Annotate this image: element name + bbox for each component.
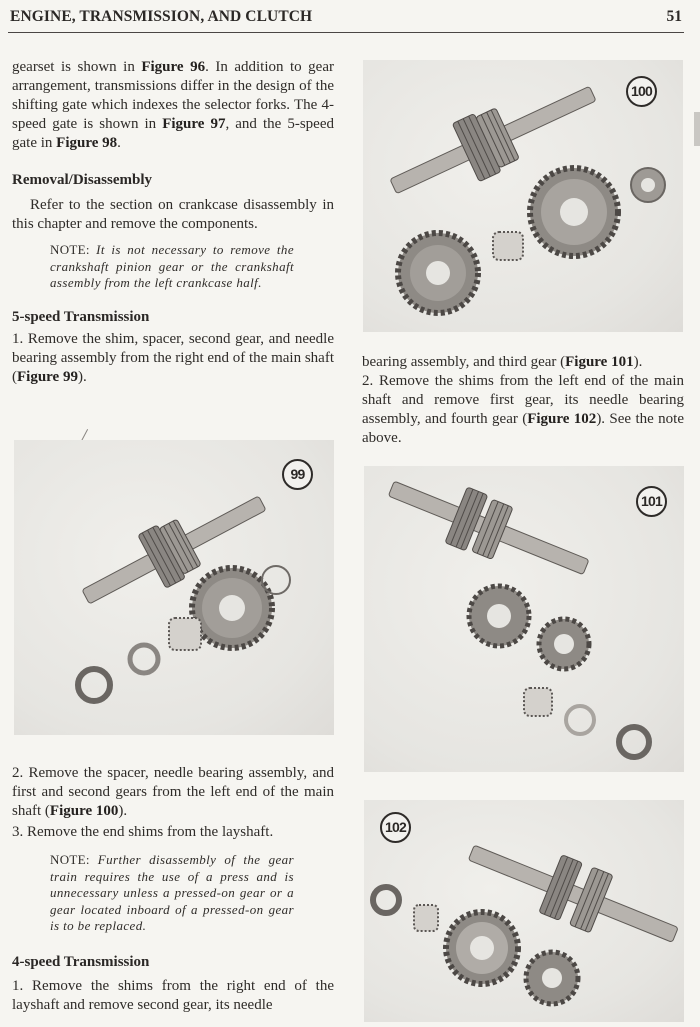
intro-text-3: , and the 5-speed gate in [12,116,335,151]
figure-number-badge-99: 99 [282,459,313,490]
step-4speed-1: 1. Remove the shims from the right end of the layshaft and remove second gear, its needle [12,977,334,1013]
figure-ref-101[interactable]: Figure 101 [565,354,634,370]
intro-text-1: gearset is shown in [12,59,142,75]
step-text: 2. Remove the spacer, needle bearing assembly, and first and second gears from the left end of the main shaft ( [12,765,334,819]
figure-ref-96[interactable]: Figure 96 [141,59,206,75]
figure-100-photo [363,60,683,332]
figure-ref-98[interactable]: Figure 98 [56,135,118,151]
section-heading-4-speed: 4-speed Transmission [12,953,150,970]
step-5speed-2 [12,764,334,821]
step-text-end: ). [118,803,128,819]
figure-number-badge-100: 100 [626,76,657,107]
page-number: 51 [666,8,682,25]
right-column-text [362,353,684,448]
step-4speed-2 [362,372,684,448]
step-text: bearing assembly, and third gear ( [362,354,566,370]
note-text: Further disassembly of the gear train requires the use of a press and is unnecessary unless a pressed-on gear or a gear located inboard of a pressed-on gear is to be replaced. [50,852,294,933]
running-title: ENGINE, TRANSMISSION, AND CLUTCH [10,8,313,25]
running-header [8,6,684,33]
section-heading-removal: Removal/Disassembly [12,172,152,188]
step-text: 1. Remove the shim, spacer, second gear, and needle bearing assembly from the right end of the main shaft ( [12,330,334,385]
section-heading-5-speed: 5-speed Transmission [12,308,150,325]
figure-ref-97[interactable]: Figure 97 [162,116,226,132]
thumb-tab-marker [694,112,700,146]
figure-101-photo [364,466,684,772]
note-crankshaft [50,242,294,292]
figure-number-badge-102: 102 [380,812,411,843]
removal-paragraph: Refer to the section on crankcase disassembly in this chapter and remove the components. [12,197,334,232]
step-text: 2. Remove the shims from the left end of the main shaft and remove first gear, its needle bearing assembly, and fourth gear ( [362,373,684,427]
note-label: NOTE: [50,242,97,257]
step-text-end: ). [77,368,87,385]
figure-ref-99[interactable]: Figure 99 [17,368,78,385]
note-text: It is not necessary to remove the crankshaft pinion gear or the crankshaft assembly from the left crankcase half. [50,242,294,290]
figure-ref-102[interactable]: Figure 102 [527,411,597,427]
intro-text-4: . [117,135,121,151]
gear-parts-illustration [364,800,684,1022]
intro-text-2: . In addition to gear arrangement, transmissions differ in the design of the shifting gate which indexes the selector forks. The 4-speed gate is shown in [12,59,334,132]
step-text-end: ). [633,354,643,370]
figure-number-badge-101: 101 [636,486,667,517]
note-label: NOTE: [50,852,98,867]
left-column-top [12,58,334,387]
step-4speed-1-continued [362,353,684,372]
gear-parts-illustration [364,466,684,772]
step-text-end: ). See the note above. [362,411,684,446]
intro-paragraph [12,58,334,153]
step-5speed-3: 3. Remove the end shims from the layshaft. [12,824,274,840]
left-column-bottom [12,764,334,1015]
figure-102-photo [364,800,684,1022]
step-5speed-1 [12,330,334,387]
note-press [50,852,294,935]
figure-99-photo [14,440,334,735]
figure-ref-100[interactable]: Figure 100 [49,803,119,819]
